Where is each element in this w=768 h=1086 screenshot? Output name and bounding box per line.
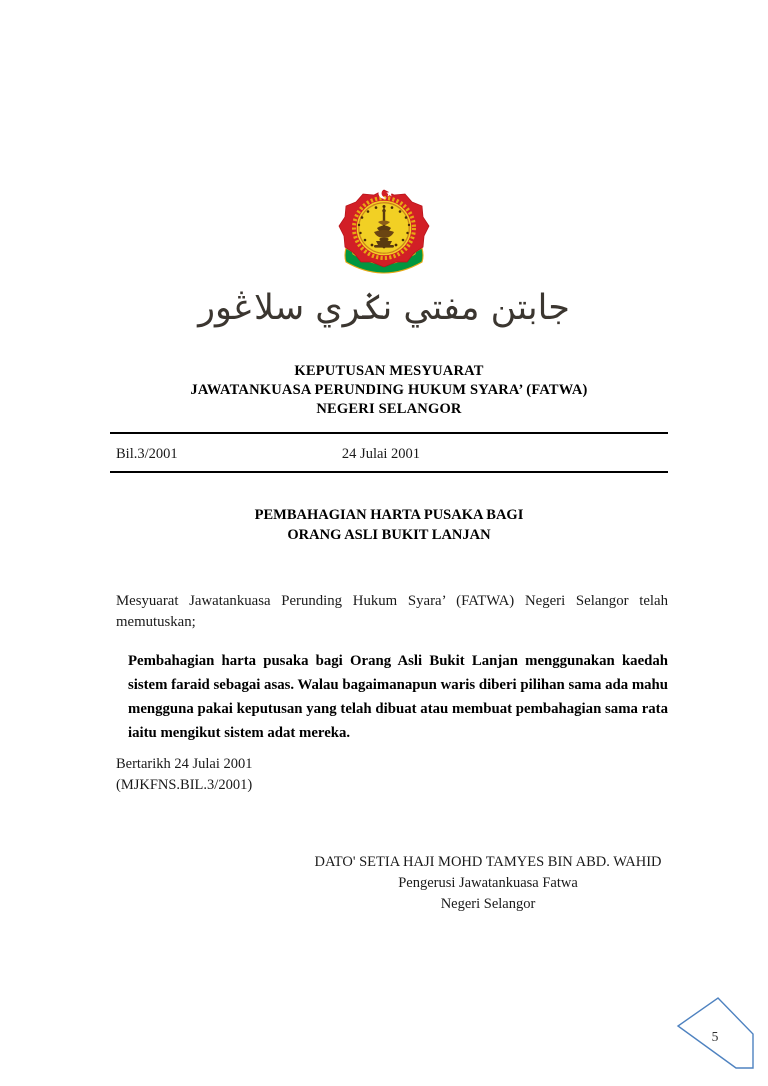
crest-container (0, 186, 768, 284)
header-line-2: JAWATANKUASA PERUNDING HUKUM SYARA’ (FATWA) (190, 382, 588, 398)
header-line-1: KEPUTUSAN MESYUARAT (294, 363, 484, 379)
dated-line: Bertarikh 24 Julai 2001 (116, 756, 253, 772)
meta-row (110, 442, 668, 466)
subject-line-1: PEMBAHAGIAN HARTA PUSAKA BAGI (254, 507, 524, 523)
signatory-title: Pengerusi Jawatankuasa Fatwa (398, 875, 578, 891)
reference-number: (MJKFNS.BIL.3/2001) (116, 777, 253, 793)
selangor-mufti-department-crest-icon (336, 186, 432, 284)
intro-paragraph: Mesyuarat Jawatankuasa Perunding Hukum Syara’ (FATWA) Negeri Selangor telah memutuskan; (116, 592, 668, 630)
meeting-date: 24 Julai 2001 (341, 446, 421, 462)
subject-line-2: ORANG ASLI BUKIT LANJAN (287, 527, 491, 543)
page-number: 5 (711, 1029, 719, 1044)
subject-title (110, 505, 668, 545)
header-line-3: NEGERI SELANGOR (316, 401, 462, 417)
rule-bottom (110, 471, 668, 473)
jawi-calligraphy-container (0, 286, 768, 330)
signature-block (288, 852, 688, 915)
jawi-calligraphy-icon: جابتن مفتي نݢري سلاڠور (198, 288, 570, 328)
decision-paragraph: Pembahagian harta pusaka bagi Orang Asli Bukit Lanjan menggunakan kaedah sistem faraid sebagai asas. Walau bagaimanapun waris diberi pilihan sama ada mahu mengguna pakai keputusan yang telah dibuat atau membuat pembahagian sama rata iaitu mengikut sistem adat mereka. (128, 652, 668, 741)
bil-number: Bil.3/2001 (116, 446, 178, 462)
dated-block (116, 754, 516, 796)
document-header (110, 362, 668, 419)
page-number-tag (676, 996, 768, 1086)
signatory-state: Negeri Selangor (440, 896, 536, 912)
rule-top (110, 432, 668, 434)
signatory-name: DATO' SETIA HAJI MOHD TAMYES BIN ABD. WAHID (314, 854, 662, 870)
